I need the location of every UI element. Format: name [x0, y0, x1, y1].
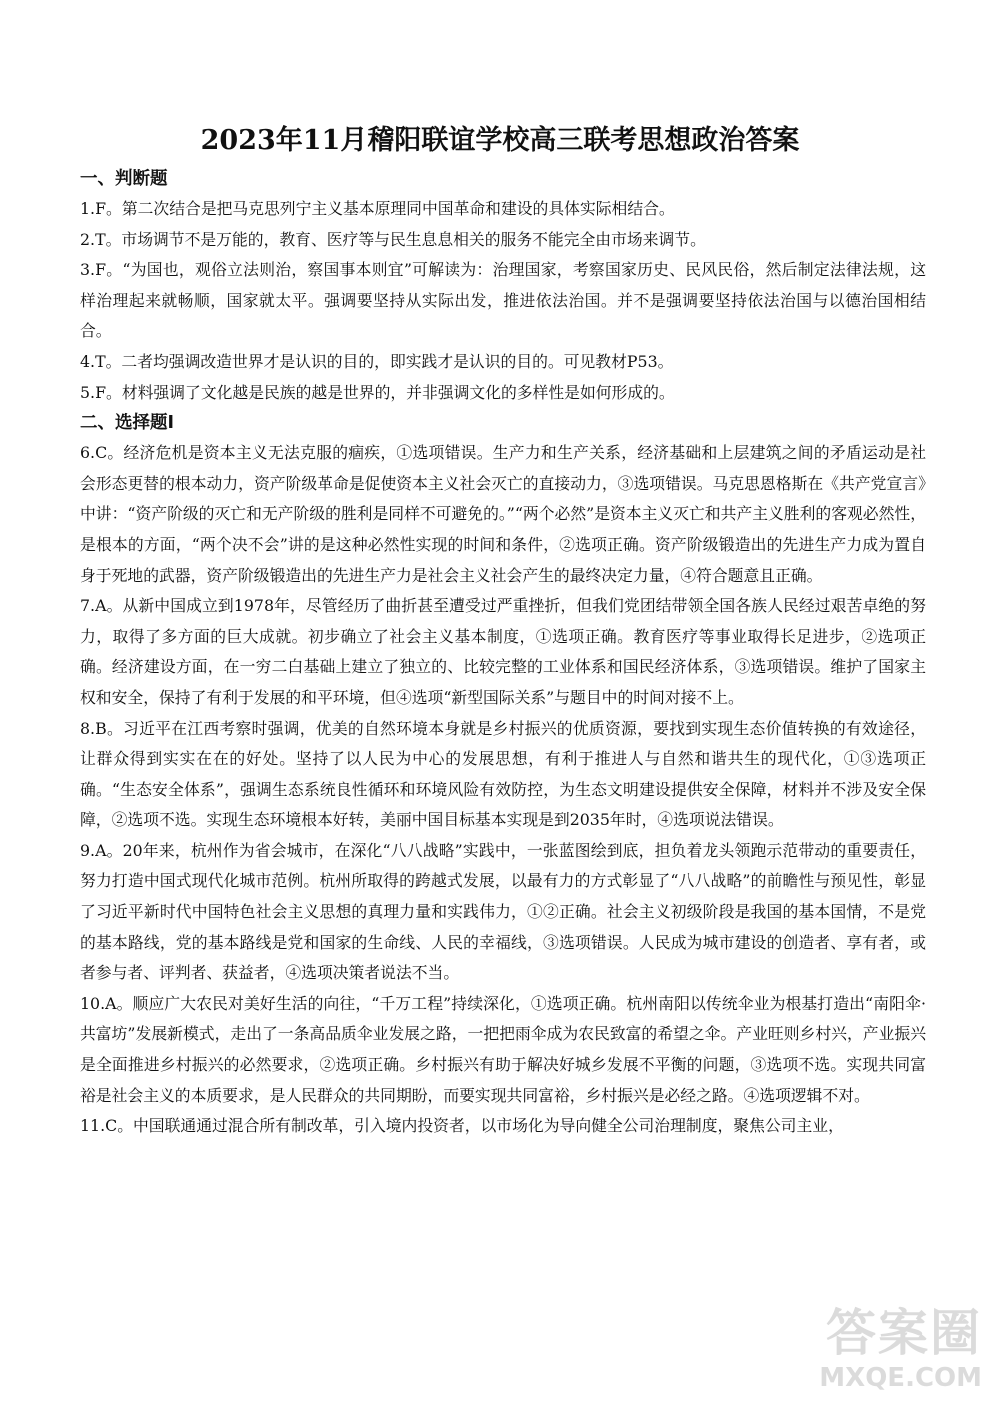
answer-item-1: 1.F。第二次结合是把马克思列宁主义基本原理同中国革命和建设的具体实际相结合。: [80, 199, 675, 218]
answer-item-2: 2.T。市场调节不是万能的，教育、医疗等与民生息息相关的服务不能完全由市场来调节。: [80, 229, 706, 249]
answer-item-5: 5.F。材料强调了文化越是民族的越是世界的，并非强调文化的多样性是如何形成的。: [80, 382, 675, 402]
document-body: [80, 164, 926, 1142]
watermark-logo: [802, 1279, 992, 1409]
section-heading-judgment: 一、判断题: [80, 169, 168, 189]
watermark-url: MXQE.COM: [819, 1363, 982, 1393]
watermark-text: 答案圈: [826, 1304, 982, 1362]
document-title: 2023年11月稽阳联谊学校高三联考思想政治答案: [200, 125, 800, 156]
answer-item-9: 9.A。20年来，杭州作为省会城市，在深化“八八战略”实践中，一张蓝图绘到底，担负着龙头领跑示范带动的重要责任，努力打造中国式现代化城市范例。杭州所取得的跨越式发展，以最有力的方式彰显了“八八战略”的前瞻性与预见性，彰显了习近平新时代中国特色社会主义思想的真理力量和实践伟力，①②正确。社会主义初级阶段是我国的基本国情，不是党的基本路线，党的基本路线是党和国家的生命线、人民的幸福线，③选项错误。人民成为城市建设的创造者、享有者，或者参与者、评判者、获益者，④选项决策者说法不当。: [80, 840, 926, 983]
answer-item-6: 6.C。经济危机是资本主义无法克服的痼疾，①选项错误。生产力和生产关系，经济基础和上层建筑之间的矛盾运动是社会形态更替的根本动力，资产阶级革命是促使资本主义社会灭亡的直接动力，③选项错误。马克思恩格斯在《共产党宣言》中讲：“资产阶级的灭亡和无产阶级的胜利是同样不可避免的。”“两个必然”是资本主义灭亡和共产主义胜利的客观必然性，是根本的方面，“两个决不会”讲的是这种必然性实现的时间和条件，②选项正确。资产阶级锻造出的先进生产力成为置自身于死地的武器，资产阶级锻造出的先进生产力是社会主义社会产生的最终决定力量，④符合题意且正确。: [80, 443, 926, 585]
answer-item-11: 11.C。中国联通通过混合所有制改革，引入境内投资者，以市场化为导向健全公司治理制度，聚焦公司主业，: [80, 1116, 844, 1136]
answer-item-3: 3.F。“为国也，观俗立法则治，察国事本则宜”可解读为：治理国家，考察国家历史、民风民俗，然后制定法律法规，这样治理起来就畅顺，国家就太平。强调要坚持从实际出发，推进依法治国。并不是强调要坚持依法治国与以德治国相结合。: [80, 260, 926, 341]
answer-item-8: 8.B。习近平在江西考察时强调，优美的自然环境本身就是乡村振兴的优质资源，要找到实现生态价值转换的有效途径，让群众得到实实在在的好处。坚持了以人民为中心的发展思想，有利于推进人与自然和谐共生的现代化，①③选项正确。“生态安全体系”，强调生态系统良性循环和环境风险有效防控，为生态文明建设提供安全保障，材料并不涉及安全保障，②选项不选。实现生态环境根本好转，美丽中国目标基本实现是到2035年时，④选项说法错误。: [80, 718, 926, 830]
section-heading-choice: 二、选择题Ⅰ: [80, 413, 175, 434]
answer-item-7: 7.A。从新中国成立到1978年，尽管经历了曲折甚至遭受过严重挫折，但我们党团结带领全国各族人民经过艰苦卓绝的努力，取得了多方面的巨大成就。初步确立了社会主义基本制度，①选项正确。教育医疗等事业取得长足进步，②选项正确。经济建设方面，在一穷二白基础上建立了独立的、比较完整的工业体系和国民经济体系，③选项错误。维护了国家主权和安全，保持了有利于发展的和平环境，但④选项“新型国际关系”与题目中的时间对接不上。: [80, 596, 926, 707]
answer-item-4: 4.T。二者均强调改造世界才是认识的目的，即实践才是认识的目的。可见教材P53。: [80, 351, 674, 371]
answer-item-10: 10.A。顺应广大农民对美好生活的向往，“千万工程”持续深化，①选项正确。杭州南阳以传统伞业为根基打造出“南阳伞·共富坊”发展新模式，走出了一条高品质伞业发展之路，一把把雨伞成为农民致富的希望之伞。产业旺则乡村兴，产业振兴是全面推进乡村振兴的必然要求，②选项正确。乡村振兴有助于解决好城乡发展不平衡的问题，③选项不选。实现共同富裕是社会主义的本质要求，是人民群众的共同期盼，而要实现共同富裕，乡村振兴是必经之路。④选项逻辑不对。: [80, 993, 926, 1105]
